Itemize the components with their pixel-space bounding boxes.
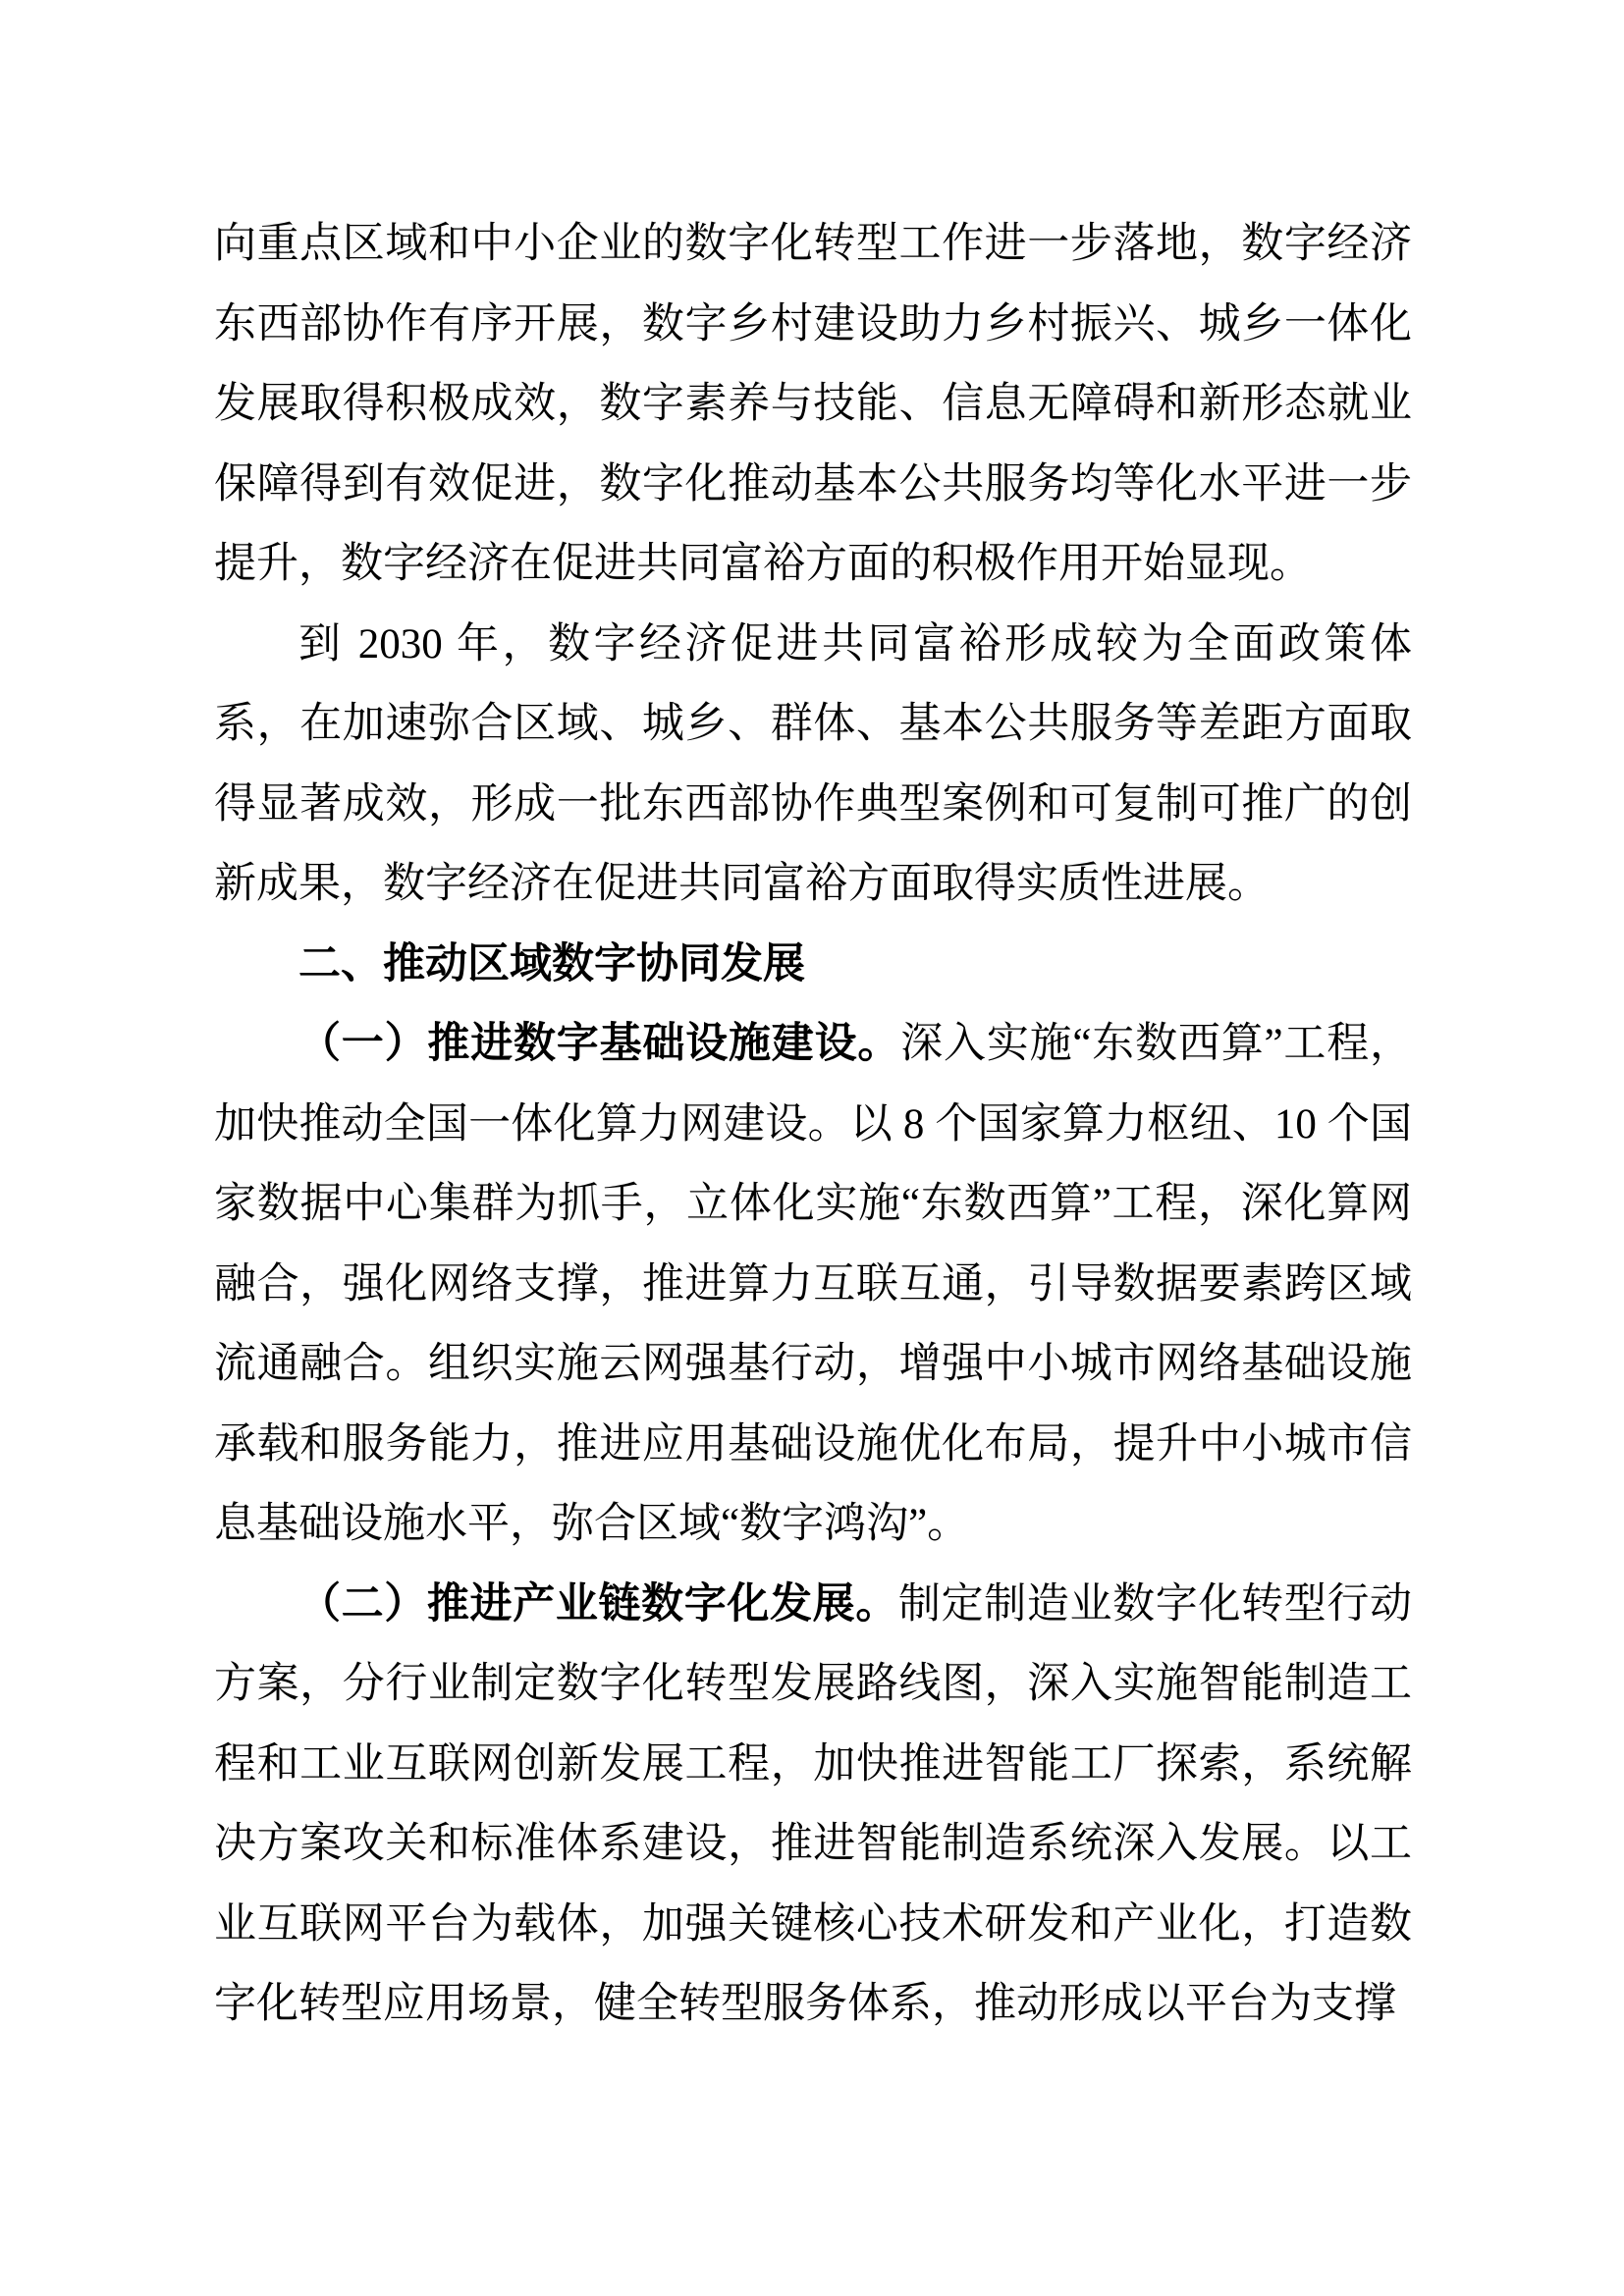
paragraph-continuation: 向重点区域和中小企业的数字化转型工作进一步落地，数字经济东西部协作有序开展，数字乡村建设助力乡村振兴、城乡一体化发展取得积极成效，数字素养与技能、信息无障碍和新形态就业保障得到有效促进，数字化推动基本公共服务均等化水平进一步提升，数字经济在促进共同富裕方面的积极作用开始显现。 [214, 221, 1412, 587]
paragraph-2030-goals: 到 2030 年，数字经济促进共同富裕形成较为全面政策体系，在加速弥合区域、城乡、群体、基本公共服务等差距方面取得显著成效，形成一批东西部协作典型案例和可复制可推广的创新成果，数字经济在促进共同富裕方面取得实质性进展。 [214, 620, 1412, 907]
subsection-2-lead: （二）推进产业链数字化发展。 [298, 1580, 898, 1628]
subsection-paragraph-2 [214, 1565, 1412, 2045]
subsection-1-body: 深入实施“东数西算”工程，加快推动全国一体化算力网建设。以 8 个国家算力枢纽、10 个国家数据中心集群为抓手，立体化实施“东数西算”工程，深化算网融合，强化网络支撑，推进算力互联互通，引导数据要素跨区域流通融合。组织实施云网强基行动，增强中小城市网络基础设施承载和服务能力，推进应用基础设施优化布局，提升中小城市信息基础设施水平，弥合区域“数字鸿沟”。 [214, 1021, 1413, 1547]
subsection-2-body: 制定制造业数字化转型行动方案，分行业制定数字化转型发展路线图，深入实施智能制造工程和工业互联网创新发展工程，加快推进智能工厂探索，系统解决方案攻关和标准体系建设，推进智能制造系统深入发展。以工业互联网平台为载体，加强关键核心技术研发和产业化，打造数字化转型应用场景，健全转型服务体系，推动形成以平台为支撑 [214, 1580, 1413, 2027]
section-heading: 二、推动区域数字协同发展 [298, 939, 805, 988]
subsection-paragraph-1 [214, 1004, 1412, 1565]
subsection-1-lead: （一）推进数字基础设施建设。 [298, 1021, 901, 1067]
